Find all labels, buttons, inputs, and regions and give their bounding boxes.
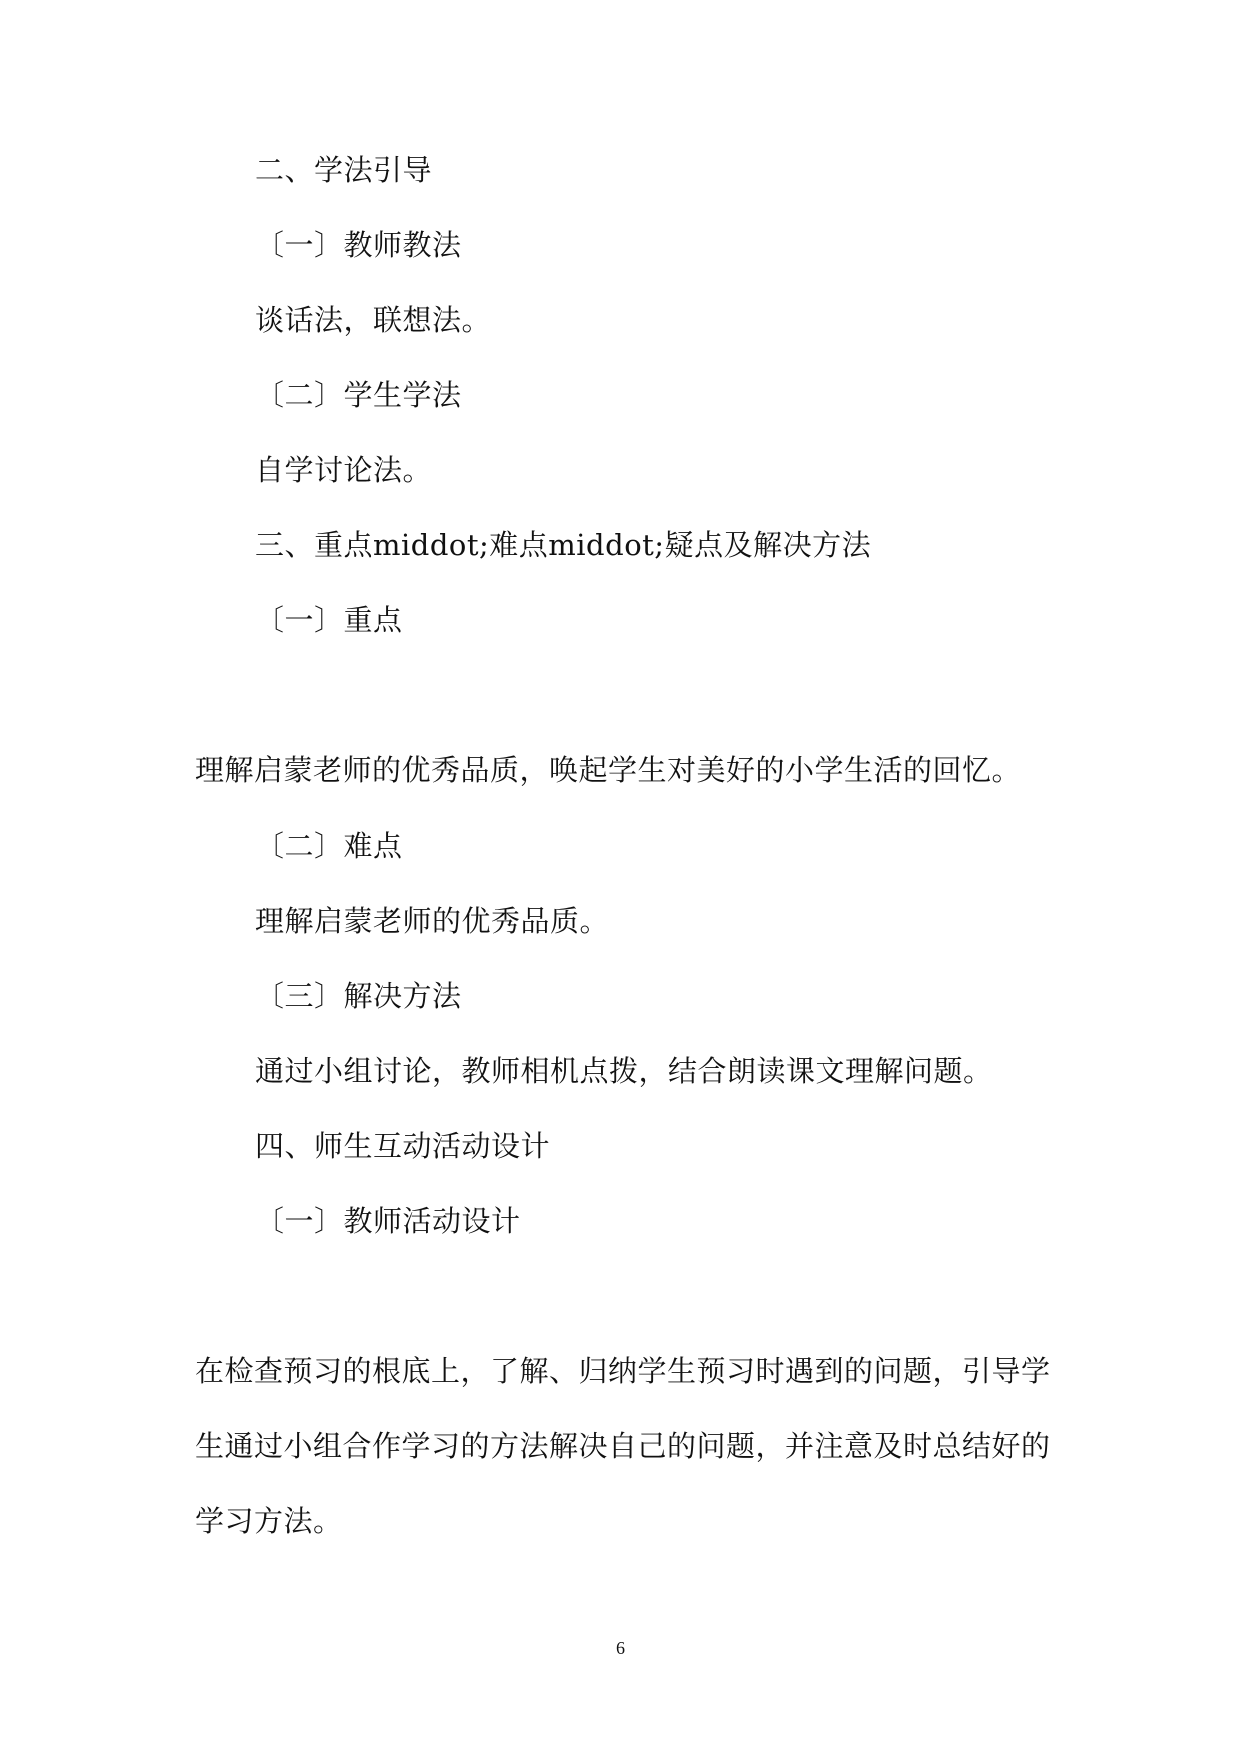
section-heading-study-methods: 二、学法引导 <box>255 153 433 187</box>
subheading-difficulty: 〔二〕难点 <box>255 829 403 863</box>
subheading-key-point: 〔一〕重点 <box>255 603 403 637</box>
subheading-solution: 〔三〕解决方法 <box>255 979 462 1013</box>
section-heading-interaction-design: 四、师生互动活动设计 <box>255 1129 551 1163</box>
paragraph: 自学讨论法。 <box>255 453 433 487</box>
paragraph: 谈话法，联想法。 <box>255 303 492 337</box>
paragraph-line: 学习方法。 <box>195 1504 343 1538</box>
paragraph: 通过小组讨论，教师相机点拨，结合朗读课文理解问题。 <box>255 1054 993 1088</box>
paragraph: 理解启蒙老师的优秀品质，唤起学生对美好的小学生活的回忆。 <box>195 753 1022 787</box>
subheading-teacher-activity: 〔一〕教师活动设计 <box>255 1204 521 1238</box>
page-number: 6 <box>616 1638 625 1658</box>
subheading-teacher-methods: 〔一〕教师教法 <box>255 228 462 262</box>
paragraph-line: 在检查预习的根底上，了解、归纳学生预习时遇到的问题，引导学 <box>195 1354 1051 1388</box>
section-heading-key-points: 三、重点middot;难点middot;疑点及解决方法 <box>255 528 872 562</box>
subheading-student-methods: 〔二〕学生学法 <box>255 378 462 412</box>
paragraph-line: 生通过小组合作学习的方法解决自己的问题，并注意及时总结好的 <box>195 1429 1051 1463</box>
paragraph: 理解启蒙老师的优秀品质。 <box>255 904 610 938</box>
